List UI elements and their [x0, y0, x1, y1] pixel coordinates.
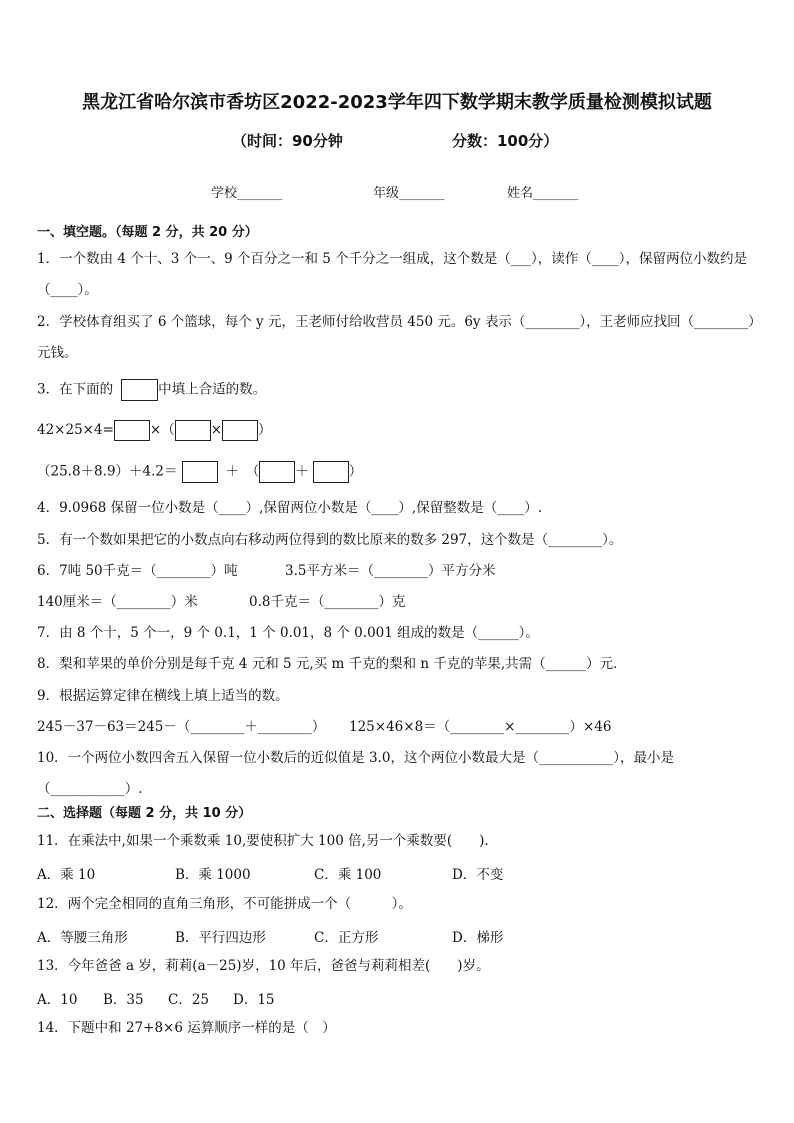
q11-option-b: B．乘 1000	[175, 867, 251, 883]
q13-option-d: D．15	[233, 992, 275, 1008]
grade-field: 年级_______	[373, 186, 445, 201]
eq2-part-c: ＋	[295, 463, 309, 480]
question-7: 7．由 8 个十，5 个一，9 个 0.1，1 个 0.01，8 个 0.001 组成的数是（______）。	[37, 625, 539, 641]
question-3-suffix: 中填上合适的数。	[158, 381, 267, 398]
question-3-equation-1	[37, 420, 272, 441]
question-9-b: 125×46×8＝（________×________）×46	[349, 719, 612, 735]
question-12: 12．两个完全相同的直角三角形，不可能拼成一个（ ）。	[37, 896, 412, 912]
eq2-part-d: ）	[348, 463, 363, 480]
question-6-d: 0.8千克＝（________）克	[249, 594, 406, 610]
question-6-b: 3.5平方米＝（________）平方分米	[285, 563, 496, 579]
question-6-c: 140厘米＝（________）米	[37, 594, 198, 610]
question-4: 4．9.0968 保留一位小数是（____）,保留两位小数是（____）,保留整数是（____）.	[37, 500, 542, 516]
eq1-part-a: 42×25×4=	[37, 422, 114, 438]
question-1-cont: （____）。	[37, 282, 98, 298]
answer-box	[259, 461, 295, 483]
question-1: 1．一个数由 4 个十、3 个一、9 个百分之一和 5 个千分之一组成，这个数是（___），读作（____），保留两位小数约是	[37, 251, 747, 267]
q12-option-b: B．平行四边形	[175, 930, 266, 946]
q13-option-c: C．25	[168, 992, 210, 1008]
question-3	[37, 379, 266, 401]
question-9-a: 245－37－63＝245－（________＋________）	[37, 719, 326, 735]
question-3-equation-2	[37, 461, 362, 483]
eq2-part-b: ＋ （	[225, 463, 260, 480]
answer-box	[222, 420, 258, 441]
section-2-heading: 二、选择题（每题 2 分，共 10 分）	[37, 806, 252, 821]
q13-option-a: A．10	[37, 992, 78, 1008]
question-11: 11．在乘法中,如果一个乘数乘 10,要使积扩大 100 倍,另一个乘数要( ).	[37, 833, 489, 849]
answer-box	[313, 461, 349, 483]
q11-option-d: D．不变	[452, 867, 504, 883]
question-10: 10．一个两位小数四舍五入保留一位小数后的近似值是 3.0，这个两位小数最大是（___________），最小是	[37, 750, 674, 766]
answer-box	[121, 379, 158, 401]
eq1-part-b: ×（	[149, 422, 175, 438]
question-10-cont: （___________）.	[37, 781, 143, 797]
school-field: 学校_______	[211, 186, 283, 201]
name-field: 姓名_______	[507, 186, 579, 201]
q12-option-c: C．正方形	[314, 930, 379, 946]
eq1-part-d: ）	[258, 422, 272, 438]
question-3-prefix: 3．在下面的	[37, 381, 114, 398]
question-2: 2．学校体育组买了 6 个篮球，每个 y 元，王老师付给收营员 450 元。6y 表示（________），王老师应找回（________）	[37, 314, 762, 330]
section-1-heading: 一、填空题。（每题 2 分，共 20 分）	[37, 225, 258, 240]
answer-box	[175, 420, 211, 441]
exam-score: 分数：100分）	[452, 132, 559, 150]
exam-time: （时间：90分钟	[232, 132, 343, 150]
eq2-part-a: （25.8＋8.9）＋4.2＝	[37, 463, 178, 480]
question-6-a: 6．7吨 50千克＝（________）吨	[37, 563, 238, 579]
question-13: 13．今年爸爸 a 岁，莉莉(a－25)岁，10 年后，爸爸与莉莉相差( )岁。	[37, 958, 490, 974]
q11-option-c: C．乘 100	[314, 867, 382, 883]
q13-option-b: B．35	[103, 992, 144, 1008]
question-2-cont: 元钱。	[37, 345, 78, 361]
eq1-part-c: ×	[210, 422, 223, 438]
question-14: 14．下题中和 27+8×6 运算顺序一样的是（ ）	[37, 1020, 336, 1036]
question-8: 8．梨和苹果的单价分别是每千克 4 元和 5 元,买 m 千克的梨和 n 千克的苹果,共需（______）元．	[37, 656, 627, 672]
question-5: 5．有一个数如果把它的小数点向右移动两位得到的数比原来的数多 297，这个数是（________）。	[37, 532, 623, 548]
exam-title: 黑龙江省哈尔滨市香坊区2022-2023学年四下数学期末教学质量检测模拟试题	[82, 92, 712, 113]
answer-box	[114, 420, 150, 441]
answer-box	[182, 461, 218, 483]
q11-option-a: A．乘 10	[37, 867, 96, 883]
q12-option-a: A．等腰三角形	[37, 930, 128, 946]
question-9: 9．根据运算定律在横线上填上适当的数。	[37, 688, 289, 704]
q12-option-d: D．梯形	[452, 930, 504, 946]
